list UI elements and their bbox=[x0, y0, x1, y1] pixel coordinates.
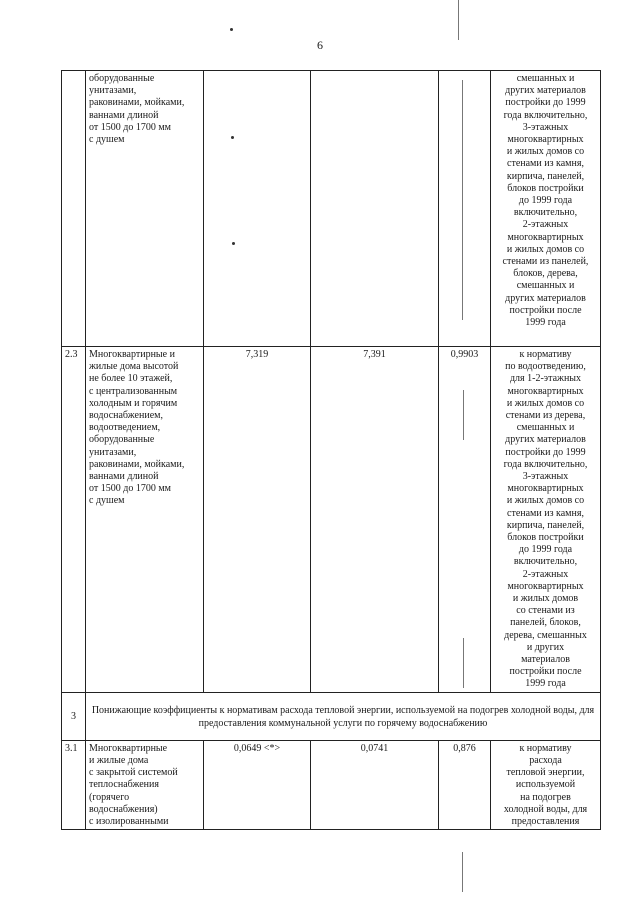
row-description: оборудованные унитазами, раковинами, мойками, ваннами длиной от 1500 до 1700 мм с душем bbox=[86, 71, 204, 347]
row-value-2 bbox=[311, 71, 439, 347]
row-value-3: 0,9903 bbox=[439, 347, 491, 693]
row-note: к нормативу по водоотведению, для 1-2-этажных многоквартирных и жилых домов со стенами из дерева, смешанных и других материалов постройки до 1999 года включительно, 3-этажных многоквартирных и жилых домов со стенами из камня, кирпича, панелей, блоков постройки до 1999 года включительно, 2-этажных многоквартирных и жилых домов со стенами из панелей, блоков, дерева, смешанных и других материалов постройки после 1999 года bbox=[491, 347, 601, 693]
table-row bbox=[62, 71, 601, 347]
table-row bbox=[62, 740, 601, 829]
row-description: Многоквартирные и жилые дома высотой не более 10 этажей, с централизованным холодным и горячим водоснабжением, водоотведением, оборудованные унитазами, раковинами, мойками, ваннами длиной от 1500 до 1700 мм с душем bbox=[86, 347, 204, 693]
scan-speck bbox=[230, 28, 233, 31]
page-number: 6 bbox=[317, 38, 323, 52]
row-value-3 bbox=[439, 71, 491, 347]
row-note: к нормативу расхода тепловой энергии, используемой на подогрев холодной воды, для предоставления bbox=[491, 740, 601, 829]
table-row bbox=[62, 347, 601, 693]
row-number bbox=[62, 71, 86, 347]
scan-artifact-line bbox=[462, 852, 463, 892]
row-value-1: 0,0649 <*> bbox=[204, 740, 311, 829]
row-number: 2.3 bbox=[62, 347, 86, 693]
section-header-row bbox=[62, 692, 601, 740]
row-description: Многоквартирные и жилые дома с закрытой системой теплоснабжения (горячего водоснабжения) с изолированными bbox=[86, 740, 204, 829]
section-title: Понижающие коэффициенты к нормативам расхода тепловой энергии, используемой на подогрев холодной воды, для предоставления коммунальной услуги по горячему водоснабжению bbox=[86, 692, 601, 740]
scan-artifact-line bbox=[458, 0, 459, 40]
row-value-2: 7,391 bbox=[311, 347, 439, 693]
section-number: 3 bbox=[62, 692, 86, 740]
row-note: смешанных и других материалов постройки до 1999 года включительно, 3-этажных многоквартирных и жилых домов со стенами из камня, кирпича, панелей, блоков постройки до 1999 года включительно, 2-этажных многоквартирных и жилых домов со стенами из панелей, блоков, дерева, смешанных и других материалов постройки после 1999 года bbox=[491, 71, 601, 347]
row-value-3: 0,876 bbox=[439, 740, 491, 829]
row-value-2: 0,0741 bbox=[311, 740, 439, 829]
row-number: 3.1 bbox=[62, 740, 86, 829]
coefficient-table bbox=[61, 70, 601, 830]
row-value-1: 7,319 bbox=[204, 347, 311, 693]
row-value-1 bbox=[204, 71, 311, 347]
